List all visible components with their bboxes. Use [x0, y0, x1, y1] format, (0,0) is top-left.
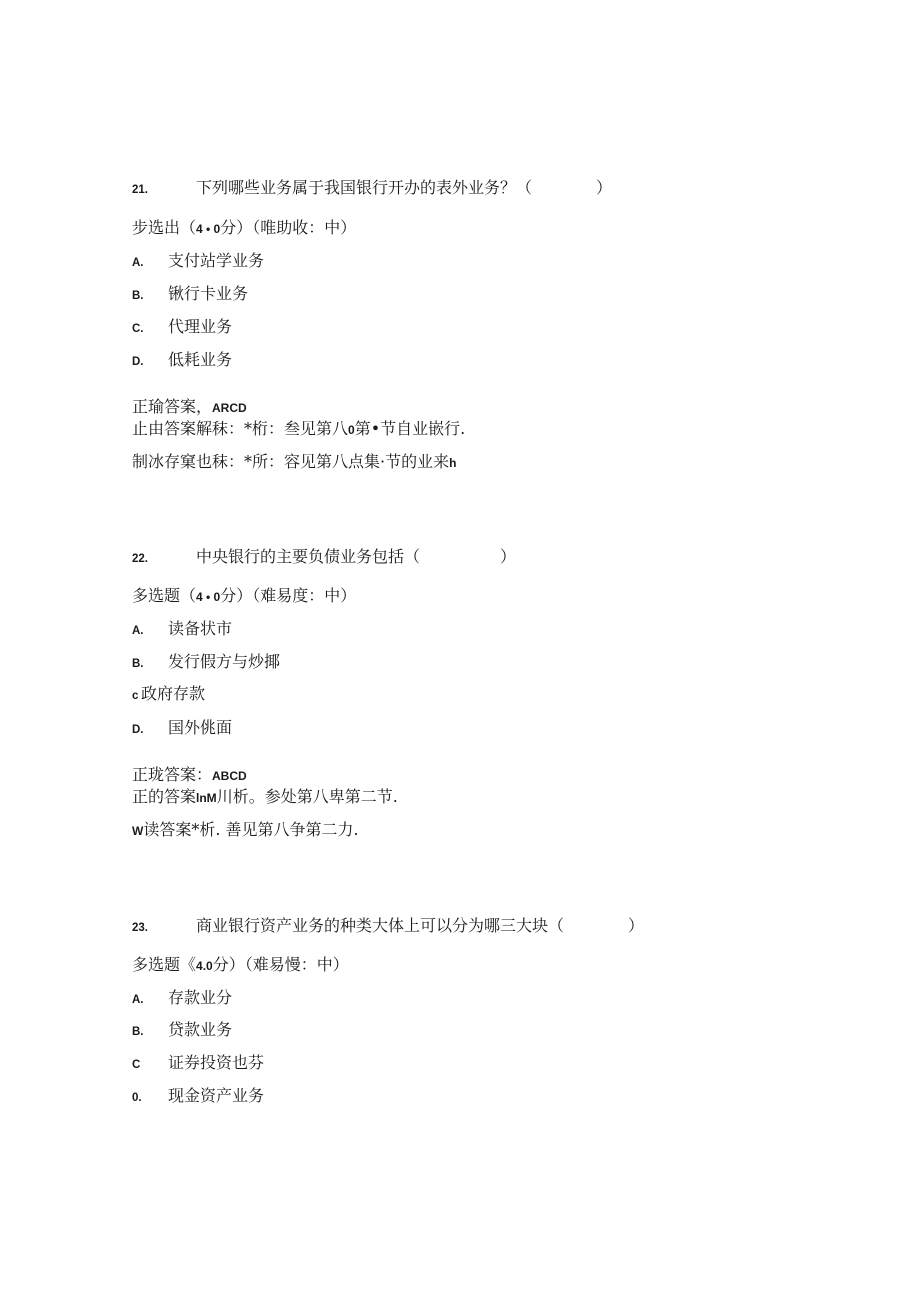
correct-answer: 正珑答案：ABCD — [132, 765, 247, 784]
question-meta: 步选出（4 • 0分）（唯助收：中） — [132, 218, 357, 237]
option-text: 存款业分 — [168, 988, 233, 1007]
option-text: 贷款业务 — [168, 1020, 233, 1039]
option-label: D. — [132, 724, 144, 736]
option-label: A. — [132, 625, 144, 637]
correct-answer: 正瑜答案，ARCD — [132, 397, 247, 416]
question-number: 21. — [132, 184, 148, 196]
option-label: A. — [132, 994, 144, 1006]
question-number: 23. — [132, 922, 148, 934]
question-text: 中央银行的主要负债业务包括（ ） — [196, 547, 517, 566]
option-text: 支付站学业务 — [168, 251, 265, 270]
question-meta: 多选题（4 • 0分）（难易度：中） — [132, 586, 357, 605]
option-text: 低耗业务 — [168, 350, 233, 369]
question-number: 22. — [132, 553, 148, 565]
option-text: 代理业务 — [168, 317, 233, 336]
option-text: 国外佻面 — [168, 718, 233, 737]
option-text: 证券投资也芬 — [168, 1053, 265, 1072]
option-text: 政府存款 — [141, 684, 206, 703]
option-label: C. — [132, 323, 144, 335]
option-label: B. — [132, 290, 144, 302]
option-text: 锹行卡业务 — [168, 284, 249, 303]
option-label: c — [132, 690, 139, 702]
option-text: 现金资产业务 — [168, 1086, 265, 1105]
option-label: B. — [132, 1026, 144, 1038]
question-meta: 多选题《4.0分）（难易慢：中） — [132, 955, 349, 974]
answer-explanation-2: 制冰存窠也秣：*所：容见第八点集·节的业来h — [132, 452, 457, 471]
answer-explanation: 止由答案解秣：*桁：叁见第八0第•节自业嵌行. — [132, 419, 466, 438]
answer-explanation: 正的答案lnM川析。参处第八卑第二节. — [132, 787, 398, 806]
option-label: A. — [132, 257, 144, 269]
answer-explanation-2: W读答案*析. 善见第八争第二力. — [132, 820, 359, 839]
question-text: 下列哪些业务属于我国银行开办的表外业务？（ ） — [196, 178, 613, 197]
option-text: 发行假方与炒揶 — [168, 652, 281, 671]
question-text: 商业银行资产业务的种类大体上可以分为哪三大块（ ） — [196, 916, 645, 935]
option-label: C — [132, 1059, 141, 1071]
option-label: D. — [132, 356, 144, 368]
option-text: 读备状市 — [168, 619, 233, 638]
option-label: 0. — [132, 1092, 142, 1104]
option-label: B. — [132, 658, 144, 670]
